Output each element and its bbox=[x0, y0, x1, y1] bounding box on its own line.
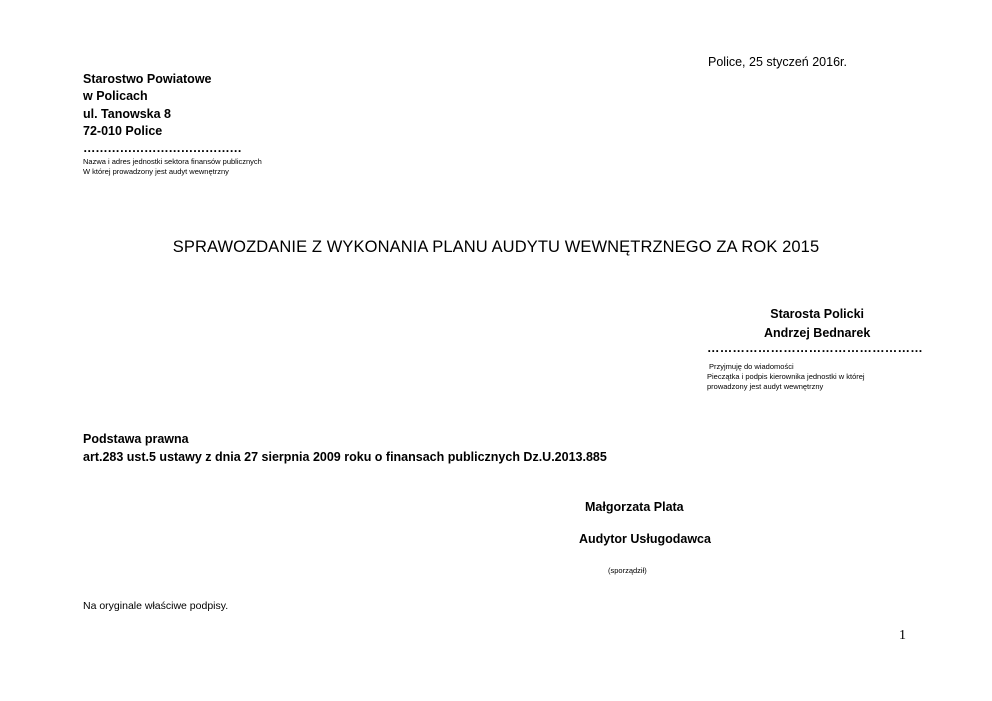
document-title: SPRAWOZDANIE Z WYKONANIA PLANU AUDYTU WEWNĘTRZNEGO ZA ROK 2015 bbox=[172, 238, 820, 256]
unit-note bbox=[83, 157, 262, 177]
unit-address-line: w Policach bbox=[83, 89, 148, 104]
unit-address-line: Starostwo Powiatowe bbox=[83, 72, 212, 86]
approval-dots: …………………………………………… bbox=[707, 341, 923, 355]
unit-dots: ………………………………… bbox=[83, 141, 242, 156]
unit-address-line: 72-010 Police bbox=[83, 123, 163, 138]
approval-note-line: prowadzony jest audyt wewnętrzny bbox=[707, 382, 824, 391]
approval-note-line: Pieczątka i podpis kierownika jednostki w której bbox=[707, 372, 865, 381]
unit-address-line: ul. Tanowska 8 bbox=[83, 106, 171, 121]
place-date: Police, 25 styczeń 2016r. bbox=[708, 55, 847, 69]
signatures-note: Na oryginale właściwe podpisy. bbox=[83, 600, 229, 612]
unit-note-line: W której prowadzony jest audyt wewnętrzny bbox=[83, 167, 229, 176]
author-role: Audytor Usługodawca bbox=[579, 532, 711, 546]
approval-role: Starosta Policki bbox=[770, 307, 865, 321]
unit-address bbox=[83, 71, 242, 157]
approval-note-line: Przyjmuję do wiadomości bbox=[709, 362, 794, 371]
author-name: Małgorzata Plata bbox=[585, 500, 684, 514]
approval-note bbox=[707, 362, 865, 392]
unit-note-line: Nazwa i adres jednostki sektora finansów publicznych bbox=[83, 157, 262, 166]
prepared-label: (sporządził) bbox=[608, 566, 647, 575]
legal-basis-heading: Podstawa prawna bbox=[83, 432, 189, 446]
legal-basis-text: art.283 ust.5 ustawy z dnia 27 sierpnia 2009 roku o finansach publicznych Dz.U.2013.885 bbox=[83, 450, 607, 464]
page-number: 1 bbox=[899, 628, 906, 643]
approval-name: Andrzej Bednarek bbox=[764, 326, 871, 340]
approval-signatory bbox=[764, 305, 870, 343]
